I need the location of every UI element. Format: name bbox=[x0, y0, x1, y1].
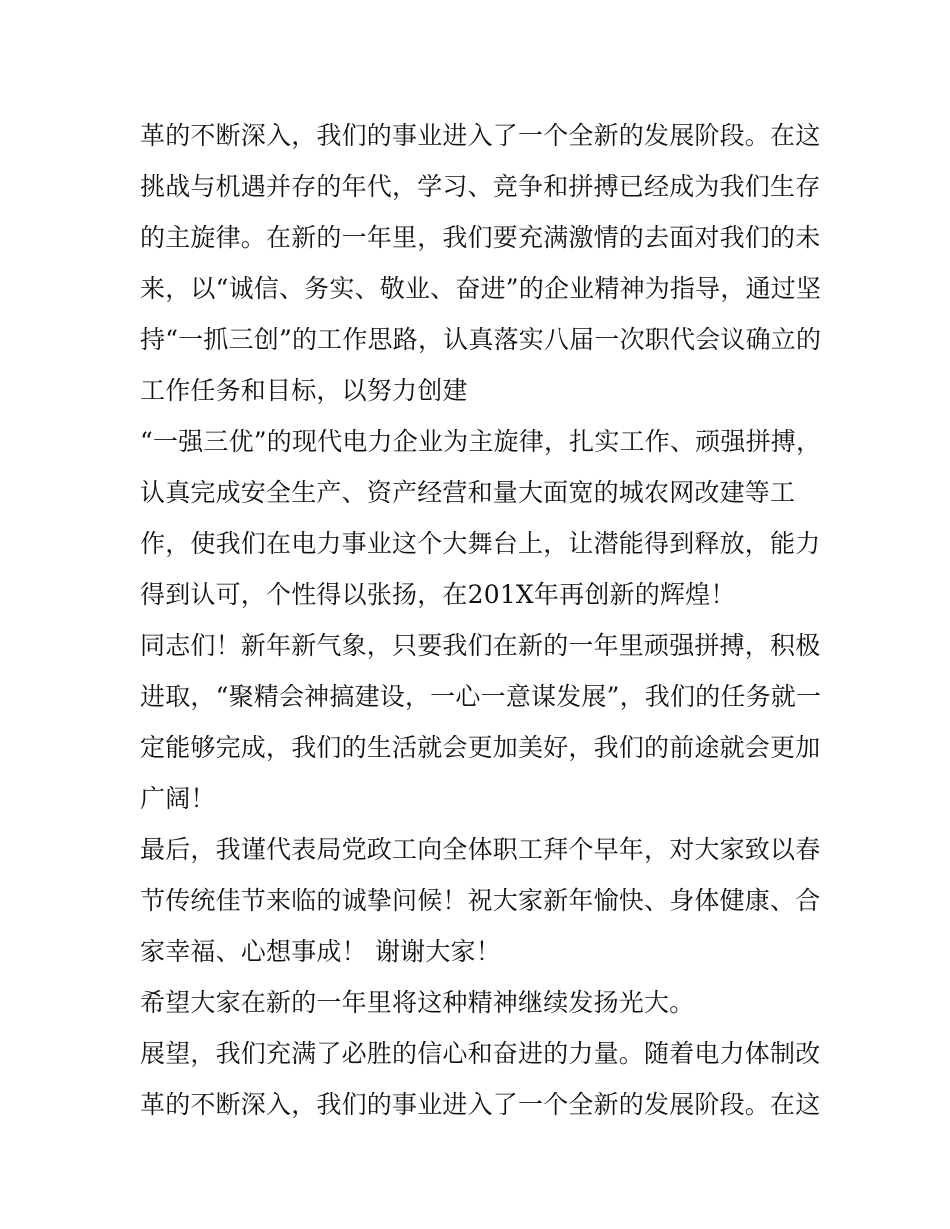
text-line: 定能够完成，我们的生活就会更加美好，我们的前途就会更加 bbox=[140, 733, 821, 762]
text-line: 认真完成安全生产、资产经营和量大面宽的城农网改建等工 bbox=[140, 478, 796, 507]
document-page bbox=[140, 110, 822, 1130]
text-line: 展望，我们充满了必胜的信心和奋进的力量。随着电力体制改 bbox=[140, 1039, 821, 1068]
text-line: 来，以“诚信、务实、敬业、奋进”的企业精神为指导，通过坚 bbox=[140, 274, 822, 303]
text-line: 革的不断深入，我们的事业进入了一个全新的发展阶段。在这 bbox=[140, 1090, 821, 1119]
text-line: 广阔！ bbox=[140, 784, 216, 813]
text-line: 作，使我们在电力事业这个大舞台上，让潜能得到释放，能力 bbox=[140, 529, 821, 558]
text-line: 得到认可，个性得以张扬，在201X年再创新的辉煌！ bbox=[140, 580, 736, 609]
text-line: “一强三优”的现代电力企业为主旋律，扎实工作、顽强拼搏， bbox=[140, 427, 822, 456]
text-line: 革的不断深入，我们的事业进入了一个全新的发展阶段。在这 bbox=[140, 121, 821, 150]
text-line: 进取，“聚精会神搞建设，一心一意谋发展”，我们的任务就一 bbox=[140, 682, 822, 711]
text-line: 的主旋律。在新的一年里，我们要充满激情的去面对我们的未 bbox=[140, 223, 821, 252]
text-line: 持“一抓三创”的工作思路，认真落实八届一次职代会议确立的 bbox=[140, 325, 822, 354]
text-line: 挑战与机遇并存的年代，学习、竞争和拼搏已经成为我们生存 bbox=[140, 172, 821, 201]
text-line: 最后，我谨代表局党政工向全体职工拜个早年，对大家致以春 bbox=[140, 835, 821, 864]
text-line: 家幸福、心想事成！ 谢谢大家！ bbox=[140, 937, 501, 966]
text-line: 节传统佳节来临的诚挚问候！祝大家新年愉快、身体健康、合 bbox=[140, 886, 821, 915]
text-line: 同志们！新年新气象，只要我们在新的一年里顽强拼搏，积极 bbox=[140, 631, 821, 660]
text-line: 工作任务和目标，以努力创建 bbox=[140, 376, 468, 405]
text-line: 希望大家在新的一年里将这种精神继续发扬光大。 bbox=[140, 988, 695, 1017]
